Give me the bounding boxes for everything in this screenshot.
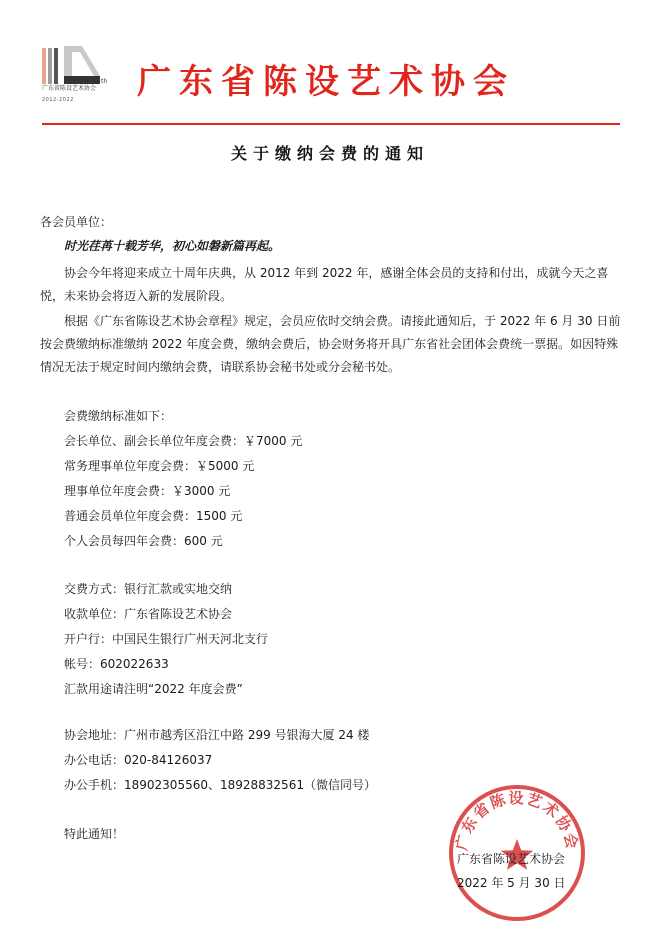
paragraph-dues-notice: 根据《广东省陈设艺术协会章程》规定，会员应依时交纳会费。请接此通知后，于 2022 年 6 月 30 日前按会费缴纳标准缴纳 2022 年度会费，缴纳会费后，协会财务将开具广东省社会团体会费统一票据。如因特殊情况无法于规定时间内缴纳会费，请联系协会秘书处或分会秘书处。 xyxy=(40,314,621,374)
logo-caption: 广东省陈设艺术协会 xyxy=(42,85,97,92)
closing-line: 特此通知！ xyxy=(64,827,125,841)
document-title: 关于缴纳会费的通知 xyxy=(230,144,429,163)
office-address: 协会地址：广州市越秀区沿江中路 299 号银海大厦 24 楼 xyxy=(64,728,370,742)
header-divider xyxy=(42,123,620,125)
payee: 收款单位：广东省陈设艺术协会 xyxy=(64,607,233,621)
fee-item: 常务理事单位年度会费：￥5000 元 xyxy=(64,459,255,473)
paragraph-anniversary: 协会今年将迎来成立十周年庆典，从 2012 年到 2022 年，感谢全体会员的支持和付出，成就今天之喜悦，未来协会将迈入新的发展阶段。 xyxy=(40,266,609,303)
organization-name: 广东省陈设艺术协会 xyxy=(137,62,515,102)
svg-text:th: th xyxy=(101,78,108,85)
office-mobile: 办公手机：18902305560、18928832561（微信同号） xyxy=(64,778,376,792)
svg-text:广东省陈设艺术协会: 广东省陈设艺术协会 xyxy=(452,789,582,852)
fee-item: 会长单位、副会长单位年度会费：￥7000 元 xyxy=(64,434,303,448)
bank-name: 开户行：中国民生银行广州天河北支行 xyxy=(64,632,269,646)
logo-years: 2012-2022 xyxy=(42,97,74,103)
fee-heading: 会费缴纳标准如下： xyxy=(64,409,173,423)
signature-organization: 广东省陈设艺术协会 xyxy=(457,852,566,866)
office-phone: 办公电话：020-84126037 xyxy=(64,753,213,767)
payment-method: 交费方式：银行汇款或实地交纳 xyxy=(64,582,233,596)
fee-item: 理事单位年度会费：￥3000 元 xyxy=(64,484,231,498)
signature-date: 2022 年 5 月 30 日 xyxy=(457,876,566,890)
salutation: 各会员单位： xyxy=(40,215,113,229)
fee-item: 个人会员每四年会费：600 元 xyxy=(64,534,223,548)
slogan: 时光荏苒十载芳华，初心如磐新篇再起。 xyxy=(64,239,281,253)
fee-item: 普通会员单位年度会费：1500 元 xyxy=(64,509,243,523)
account-number: 帐号：602022633 xyxy=(64,657,169,671)
remittance-note: 汇款用途请注明“2022 年度会费” xyxy=(64,682,243,696)
